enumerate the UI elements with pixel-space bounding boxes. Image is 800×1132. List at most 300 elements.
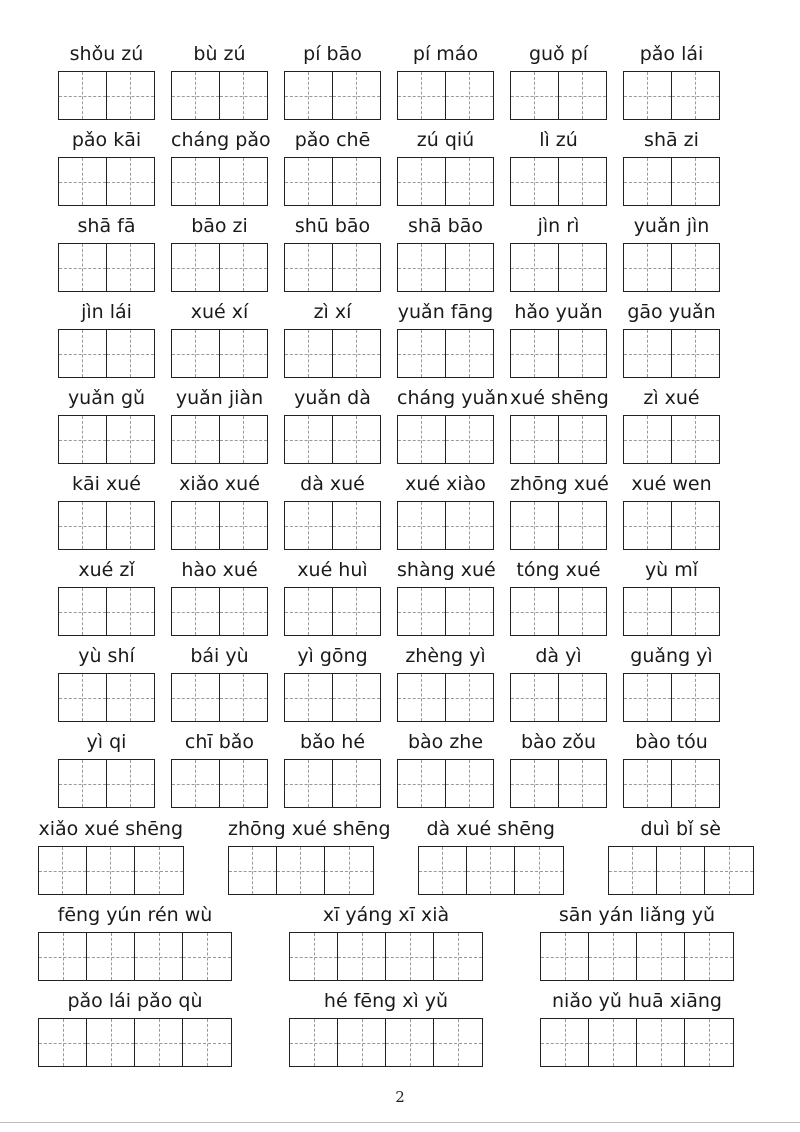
pinyin-label: shā fā	[77, 215, 136, 237]
writing-cell[interactable]	[333, 244, 380, 291]
writing-grid[interactable]	[284, 759, 381, 808]
writing-grid[interactable]	[284, 71, 381, 120]
writing-cell[interactable]	[589, 1019, 637, 1066]
writing-cell[interactable]	[672, 416, 719, 463]
writing-cell[interactable]	[624, 416, 672, 463]
pinyin-label: niǎo yǔ huā xiāng	[552, 990, 722, 1012]
writing-grid[interactable]	[171, 759, 268, 808]
writing-cell[interactable]	[446, 244, 493, 291]
writing-cell[interactable]	[333, 72, 380, 119]
writing-cell[interactable]	[624, 72, 672, 119]
writing-cell[interactable]	[398, 588, 446, 635]
writing-grid[interactable]	[58, 673, 155, 722]
word-item	[284, 386, 381, 469]
writing-grid[interactable]	[397, 329, 494, 378]
writing-cell[interactable]	[39, 1019, 87, 1066]
pinyin-label: xiǎo xué shēng	[38, 818, 184, 840]
writing-cell[interactable]	[398, 416, 446, 463]
writing-grid[interactable]	[510, 673, 607, 722]
pinyin-label: kāi xué	[72, 473, 141, 495]
writing-cell[interactable]	[107, 244, 154, 291]
writing-cell[interactable]	[705, 847, 753, 894]
pinyin-label: duì bǐ sè	[640, 818, 721, 840]
writing-cell[interactable]	[541, 1019, 589, 1066]
writing-cell[interactable]	[624, 158, 672, 205]
writing-grid[interactable]	[171, 415, 268, 464]
writing-cell[interactable]	[172, 674, 220, 721]
writing-cell[interactable]	[434, 933, 482, 980]
writing-grid[interactable]	[284, 157, 381, 206]
writing-grid[interactable]	[623, 415, 720, 464]
writing-cell[interactable]	[87, 847, 135, 894]
word-item	[623, 472, 720, 555]
writing-cell[interactable]	[333, 502, 380, 549]
writing-cell[interactable]	[333, 760, 380, 807]
writing-cell[interactable]	[609, 847, 657, 894]
writing-cell[interactable]	[511, 158, 559, 205]
writing-cell[interactable]	[59, 674, 107, 721]
writing-grid[interactable]	[284, 673, 381, 722]
word-item	[284, 300, 381, 383]
word-item	[284, 472, 381, 555]
writing-cell[interactable]	[624, 760, 672, 807]
writing-cell[interactable]	[183, 933, 231, 980]
writing-cell[interactable]	[338, 933, 386, 980]
pinyin-label: yuǎn jìn	[633, 215, 710, 237]
pinyin-label: dà xué shēng	[426, 818, 555, 840]
writing-grid[interactable]	[397, 759, 494, 808]
word-item	[623, 214, 720, 297]
bottom-divider	[0, 1122, 800, 1123]
pinyin-label: pǎo lái	[639, 43, 704, 65]
word-item	[510, 300, 607, 383]
word-item	[58, 214, 155, 297]
writing-cell[interactable]	[290, 1019, 338, 1066]
writing-cell[interactable]	[559, 244, 606, 291]
writing-grid[interactable]	[58, 415, 155, 464]
writing-cell[interactable]	[172, 72, 220, 119]
writing-cell[interactable]	[398, 760, 446, 807]
writing-cell[interactable]	[39, 847, 87, 894]
writing-cell[interactable]	[589, 933, 637, 980]
writing-cell[interactable]	[59, 158, 107, 205]
writing-grid[interactable]	[58, 759, 155, 808]
word-item	[38, 903, 232, 986]
pinyin-label: bào zhe	[407, 731, 484, 753]
writing-grid[interactable]	[623, 587, 720, 636]
writing-cell[interactable]	[220, 416, 267, 463]
writing-cell[interactable]	[559, 502, 606, 549]
writing-cell[interactable]	[172, 244, 220, 291]
writing-grid[interactable]	[397, 157, 494, 206]
writing-grid[interactable]	[58, 329, 155, 378]
writing-cell[interactable]	[511, 760, 559, 807]
writing-cell[interactable]	[135, 1019, 183, 1066]
writing-grid[interactable]	[623, 71, 720, 120]
word-item	[608, 817, 754, 900]
writing-grid[interactable]	[397, 587, 494, 636]
writing-cell[interactable]	[685, 1019, 733, 1066]
word-item	[418, 817, 564, 900]
word-item	[171, 386, 268, 469]
writing-cell[interactable]	[624, 674, 672, 721]
writing-cell[interactable]	[107, 158, 154, 205]
writing-cell[interactable]	[220, 72, 267, 119]
writing-cell[interactable]	[172, 588, 220, 635]
writing-cell[interactable]	[172, 330, 220, 377]
writing-grid[interactable]	[540, 932, 734, 981]
writing-cell[interactable]	[624, 588, 672, 635]
writing-cell[interactable]	[467, 847, 515, 894]
pinyin-label: yù shí	[78, 645, 135, 667]
writing-cell[interactable]	[107, 72, 154, 119]
word-item	[510, 42, 607, 125]
writing-grid[interactable]	[171, 501, 268, 550]
pinyin-label: yuǎn jiàn	[175, 387, 264, 409]
page-number: 2	[395, 1088, 405, 1106]
writing-cell[interactable]	[277, 847, 325, 894]
word-item	[510, 644, 607, 727]
word-item	[284, 644, 381, 727]
writing-cell[interactable]	[559, 416, 606, 463]
writing-cell[interactable]	[511, 674, 559, 721]
pinyin-label: yuǎn fāng	[397, 301, 494, 323]
pinyin-label: shǒu zú	[69, 43, 144, 65]
writing-cell[interactable]	[446, 330, 493, 377]
writing-cell[interactable]	[511, 502, 559, 549]
writing-cell[interactable]	[672, 158, 719, 205]
word-item	[623, 386, 720, 469]
writing-cell[interactable]	[220, 674, 267, 721]
writing-cell[interactable]	[135, 847, 183, 894]
writing-cell[interactable]	[59, 72, 107, 119]
writing-cell[interactable]	[515, 847, 563, 894]
writing-grid[interactable]	[510, 157, 607, 206]
writing-cell[interactable]	[672, 72, 719, 119]
pinyin-label: fēng yún rén wù	[57, 904, 213, 926]
writing-grid[interactable]	[284, 243, 381, 292]
writing-cell[interactable]	[398, 244, 446, 291]
writing-cell[interactable]	[87, 933, 135, 980]
word-item	[284, 214, 381, 297]
writing-grid[interactable]	[58, 71, 155, 120]
writing-grid[interactable]	[289, 932, 483, 981]
writing-grid[interactable]	[510, 243, 607, 292]
writing-cell[interactable]	[672, 502, 719, 549]
writing-cell[interactable]	[637, 1019, 685, 1066]
writing-cell[interactable]	[172, 158, 220, 205]
writing-grid[interactable]	[623, 329, 720, 378]
writing-cell[interactable]	[107, 588, 154, 635]
pinyin-label: xué wen	[631, 473, 712, 495]
writing-grid[interactable]	[284, 501, 381, 550]
writing-cell[interactable]	[172, 416, 220, 463]
word-item	[540, 903, 734, 986]
writing-cell[interactable]	[446, 72, 493, 119]
writing-cell[interactable]	[511, 588, 559, 635]
writing-grid[interactable]	[623, 759, 720, 808]
writing-cell[interactable]	[398, 72, 446, 119]
writing-grid[interactable]	[171, 243, 268, 292]
writing-cell[interactable]	[220, 330, 267, 377]
writing-cell[interactable]	[511, 244, 559, 291]
writing-grid[interactable]	[397, 415, 494, 464]
pinyin-label: xiǎo xué	[179, 473, 260, 495]
writing-grid[interactable]	[58, 243, 155, 292]
writing-cell[interactable]	[220, 502, 267, 549]
writing-grid[interactable]	[171, 71, 268, 120]
writing-cell[interactable]	[220, 760, 267, 807]
pinyin-label: zhōng xué	[510, 473, 609, 495]
writing-grid[interactable]	[38, 1018, 232, 1067]
word-item	[510, 730, 607, 813]
writing-cell[interactable]	[446, 760, 493, 807]
writing-grid[interactable]	[418, 846, 564, 895]
writing-cell[interactable]	[285, 588, 333, 635]
writing-grid[interactable]	[289, 1018, 483, 1067]
pinyin-label: pǎo chē	[294, 129, 371, 151]
writing-cell[interactable]	[220, 588, 267, 635]
writing-cell[interactable]	[338, 1019, 386, 1066]
word-item	[397, 128, 494, 211]
writing-grid[interactable]	[397, 501, 494, 550]
writing-grid[interactable]	[608, 846, 754, 895]
pinyin-label: bào tóu	[635, 731, 708, 753]
writing-cell[interactable]	[559, 674, 606, 721]
writing-cell[interactable]	[398, 502, 446, 549]
writing-grid[interactable]	[228, 846, 374, 895]
writing-cell[interactable]	[107, 330, 154, 377]
writing-grid[interactable]	[397, 71, 494, 120]
writing-grid[interactable]	[171, 157, 268, 206]
word-item	[289, 989, 483, 1072]
pinyin-label: zì xué	[643, 387, 700, 409]
writing-cell[interactable]	[559, 72, 606, 119]
pinyin-label: chī bǎo	[184, 731, 255, 753]
pinyin-label: shàng xué	[397, 559, 496, 581]
writing-grid[interactable]	[58, 501, 155, 550]
writing-grid[interactable]	[38, 846, 184, 895]
writing-cell[interactable]	[386, 933, 434, 980]
writing-cell[interactable]	[107, 760, 154, 807]
pinyin-label: hào xué	[181, 559, 258, 581]
writing-cell[interactable]	[220, 158, 267, 205]
writing-cell[interactable]	[672, 330, 719, 377]
writing-cell[interactable]	[511, 72, 559, 119]
writing-cell[interactable]	[672, 244, 719, 291]
writing-cell[interactable]	[172, 502, 220, 549]
writing-cell[interactable]	[285, 244, 333, 291]
writing-grid[interactable]	[623, 243, 720, 292]
word-item	[397, 214, 494, 297]
writing-cell[interactable]	[333, 416, 380, 463]
writing-cell[interactable]	[135, 933, 183, 980]
pinyin-label: yuǎn dà	[294, 387, 371, 409]
writing-cell[interactable]	[446, 158, 493, 205]
writing-cell[interactable]	[285, 502, 333, 549]
writing-grid[interactable]	[284, 329, 381, 378]
writing-cell[interactable]	[333, 674, 380, 721]
writing-cell[interactable]	[172, 760, 220, 807]
writing-cell[interactable]	[624, 502, 672, 549]
pinyin-label: hǎo yuǎn	[514, 301, 603, 323]
writing-cell[interactable]	[285, 416, 333, 463]
writing-cell[interactable]	[398, 674, 446, 721]
writing-cell[interactable]	[446, 588, 493, 635]
word-item	[397, 300, 494, 383]
word-item	[171, 300, 268, 383]
word-item	[397, 730, 494, 813]
writing-cell[interactable]	[446, 674, 493, 721]
writing-cell[interactable]	[183, 1019, 231, 1066]
word-item	[510, 558, 607, 641]
word-item	[58, 644, 155, 727]
writing-cell[interactable]	[637, 933, 685, 980]
word-item	[510, 386, 607, 469]
writing-grid[interactable]	[510, 587, 607, 636]
pinyin-label: dà xué	[300, 473, 365, 495]
word-item	[510, 128, 607, 211]
writing-cell[interactable]	[59, 760, 107, 807]
word-item	[623, 300, 720, 383]
writing-cell[interactable]	[333, 158, 380, 205]
writing-grid[interactable]	[623, 157, 720, 206]
word-item	[171, 128, 271, 211]
pinyin-label: tóng xué	[516, 559, 601, 581]
writing-grid[interactable]	[58, 157, 155, 206]
writing-cell[interactable]	[107, 416, 154, 463]
word-item	[58, 558, 155, 641]
writing-cell[interactable]	[624, 330, 672, 377]
writing-cell[interactable]	[39, 933, 87, 980]
word-item	[284, 730, 381, 813]
writing-cell[interactable]	[59, 330, 107, 377]
pinyin-label: sān yán liǎng yǔ	[558, 904, 716, 926]
pinyin-label: guǒ pí	[528, 43, 589, 65]
writing-grid[interactable]	[623, 501, 720, 550]
writing-cell[interactable]	[107, 674, 154, 721]
writing-cell[interactable]	[685, 933, 733, 980]
word-item	[510, 472, 607, 555]
writing-grid[interactable]	[284, 415, 381, 464]
word-item	[171, 214, 268, 297]
writing-cell[interactable]	[59, 244, 107, 291]
writing-cell[interactable]	[657, 847, 705, 894]
writing-cell[interactable]	[624, 244, 672, 291]
pinyin-label: xī yáng xī xià	[322, 904, 450, 926]
writing-cell[interactable]	[398, 158, 446, 205]
pinyin-label: pí máo	[412, 43, 479, 65]
writing-cell[interactable]	[59, 502, 107, 549]
writing-cell[interactable]	[220, 244, 267, 291]
writing-cell[interactable]	[386, 1019, 434, 1066]
word-item	[228, 817, 391, 900]
writing-cell[interactable]	[59, 588, 107, 635]
pinyin-label: pǎo kāi	[71, 129, 142, 151]
writing-cell[interactable]	[285, 330, 333, 377]
pinyin-label: zì xí	[313, 301, 352, 323]
writing-grid[interactable]	[171, 673, 268, 722]
writing-cell[interactable]	[672, 674, 719, 721]
writing-grid[interactable]	[510, 501, 607, 550]
writing-cell[interactable]	[285, 760, 333, 807]
writing-cell[interactable]	[107, 502, 154, 549]
pinyin-label: bái yù	[190, 645, 249, 667]
writing-cell[interactable]	[446, 502, 493, 549]
pinyin-label: xué shēng	[510, 387, 609, 409]
word-item	[58, 472, 155, 555]
writing-cell[interactable]	[229, 847, 277, 894]
word-item	[171, 42, 268, 125]
writing-cell[interactable]	[325, 847, 373, 894]
word-item	[58, 730, 155, 813]
pinyin-label: dà yì	[535, 645, 582, 667]
writing-grid[interactable]	[38, 932, 232, 981]
writing-cell[interactable]	[333, 330, 380, 377]
pinyin-label: jìn rì	[537, 215, 580, 237]
writing-grid[interactable]	[397, 673, 494, 722]
pinyin-label: yì gōng	[297, 645, 368, 667]
pinyin-label: zú qiú	[416, 129, 475, 151]
writing-cell[interactable]	[434, 1019, 482, 1066]
pinyin-label: xué huì	[297, 559, 368, 581]
writing-grid[interactable]	[510, 71, 607, 120]
writing-cell[interactable]	[541, 933, 589, 980]
writing-cell[interactable]	[333, 588, 380, 635]
writing-grid[interactable]	[58, 587, 155, 636]
pinyin-label: gāo yuǎn	[627, 301, 716, 323]
writing-grid[interactable]	[623, 673, 720, 722]
writing-cell[interactable]	[559, 760, 606, 807]
writing-cell[interactable]	[59, 416, 107, 463]
writing-cell[interactable]	[285, 158, 333, 205]
word-item	[58, 42, 155, 125]
writing-cell[interactable]	[446, 416, 493, 463]
writing-cell[interactable]	[559, 588, 606, 635]
writing-grid[interactable]	[540, 1018, 734, 1067]
writing-cell[interactable]	[285, 72, 333, 119]
word-item	[623, 558, 720, 641]
writing-grid[interactable]	[284, 587, 381, 636]
writing-cell[interactable]	[419, 847, 467, 894]
writing-grid[interactable]	[171, 587, 268, 636]
pinyin-label: hé fēng xì yǔ	[323, 990, 449, 1012]
writing-grid[interactable]	[171, 329, 268, 378]
pinyin-label: shū bāo	[294, 215, 371, 237]
writing-cell[interactable]	[290, 933, 338, 980]
writing-cell[interactable]	[398, 330, 446, 377]
word-item	[397, 644, 494, 727]
pinyin-label: cháng pǎo	[171, 129, 271, 151]
writing-cell[interactable]	[285, 674, 333, 721]
writing-cell[interactable]	[87, 1019, 135, 1066]
writing-cell[interactable]	[559, 330, 606, 377]
word-item	[623, 128, 720, 211]
writing-cell[interactable]	[672, 588, 719, 635]
pinyin-label: guǎng yì	[630, 645, 713, 667]
writing-grid[interactable]	[397, 243, 494, 292]
writing-cell[interactable]	[511, 330, 559, 377]
writing-grid[interactable]	[510, 415, 607, 464]
writing-grid[interactable]	[510, 759, 607, 808]
word-item	[623, 42, 720, 125]
word-item	[58, 300, 155, 383]
writing-cell[interactable]	[511, 416, 559, 463]
writing-grid[interactable]	[510, 329, 607, 378]
pinyin-label: bāo zi	[191, 215, 248, 237]
writing-cell[interactable]	[559, 158, 606, 205]
writing-cell[interactable]	[672, 760, 719, 807]
